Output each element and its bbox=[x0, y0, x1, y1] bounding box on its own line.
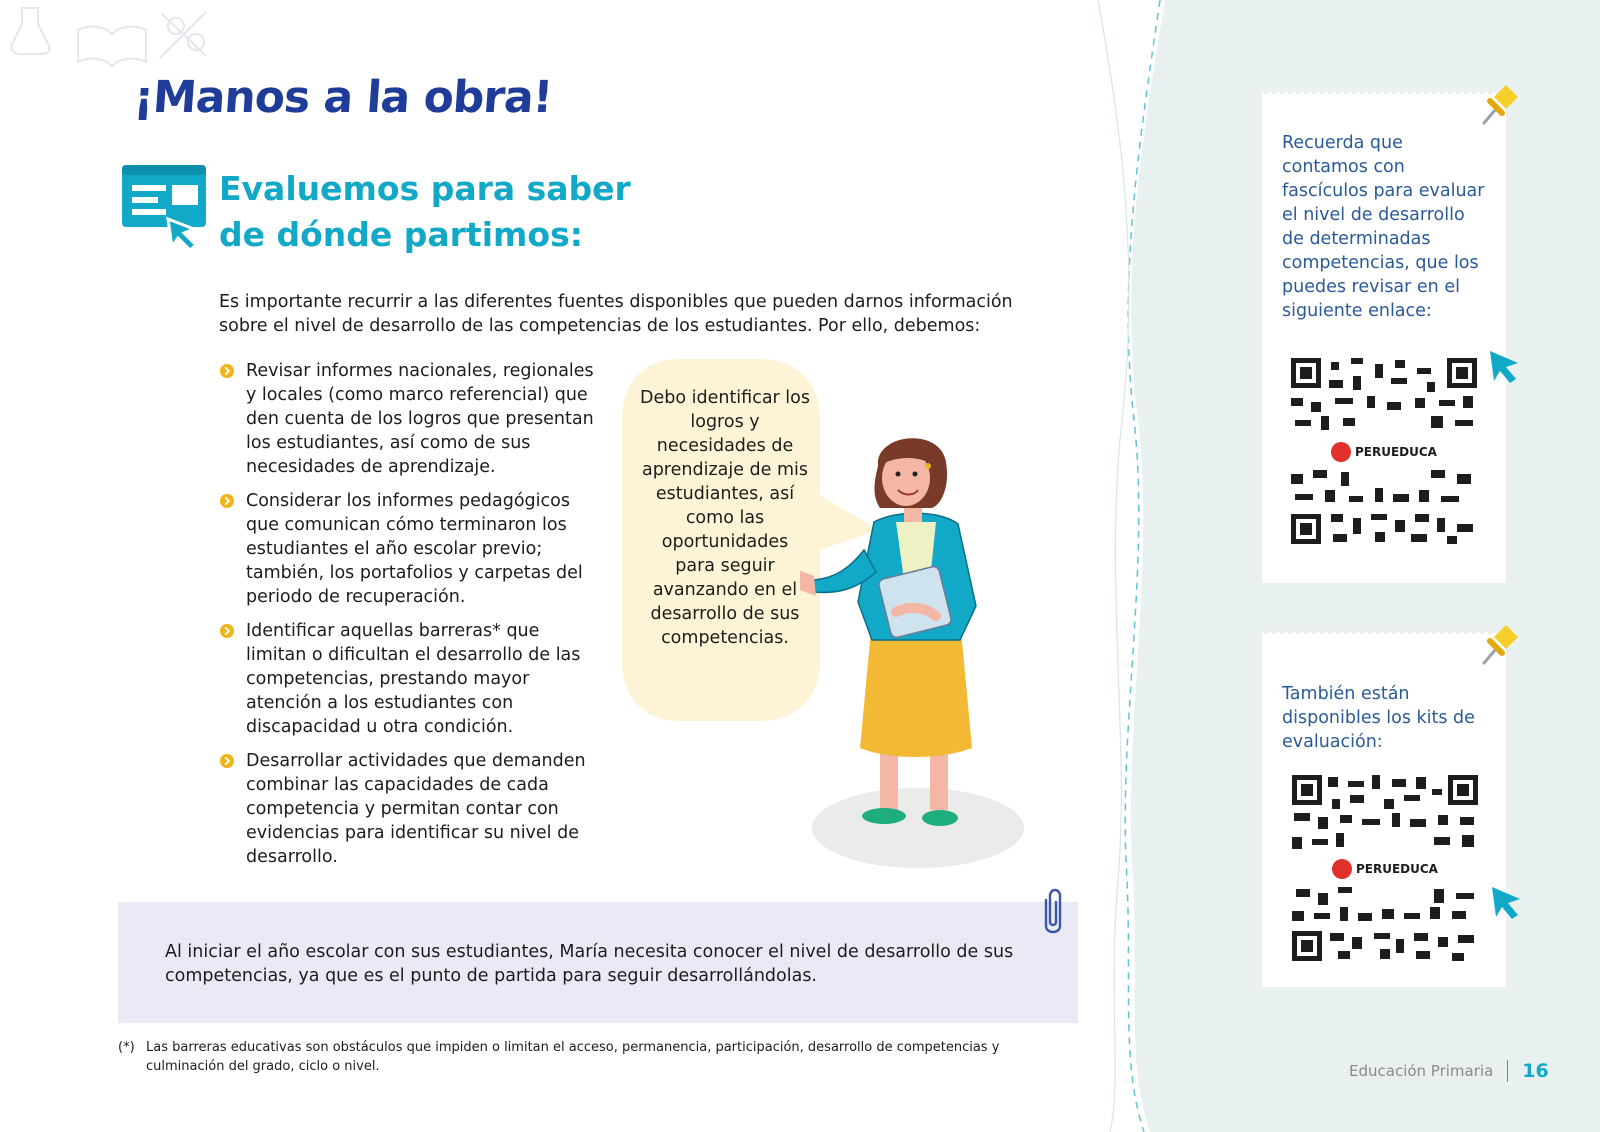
section-title-line1: Evaluemos para saber bbox=[219, 169, 631, 208]
chevron-bullet-icon bbox=[220, 624, 234, 638]
teacher-illustration bbox=[800, 430, 1040, 880]
speech-bubble-text: Debo identificar los logros y necesidades de aprendizaje de mis estudiantes, así como las oportunidades para seguir avanzando en el desarrollo de sus competencias. bbox=[640, 388, 810, 648]
section-title bbox=[219, 166, 739, 258]
chevron-bullet-icon bbox=[220, 754, 234, 768]
case-box bbox=[118, 902, 1078, 1023]
sidebar-card-kits bbox=[1262, 635, 1506, 987]
chevron-bullet-icon bbox=[220, 364, 234, 378]
bullet-text: Identificar aquellas barreras* que limitan o dificultan el desarrollo de las competencias, prestando mayor atención a los estudiantes con discapacidad u otra condición. bbox=[246, 621, 581, 737]
qr-badge bbox=[1328, 857, 1446, 881]
page-title: ¡Manos a la obra! bbox=[132, 72, 554, 123]
footer-label: Educación Primaria bbox=[1349, 1062, 1494, 1080]
qr-badge-label: PERUEDUCA bbox=[1356, 862, 1438, 876]
card2-text: También están disponibles los kits de evaluación: bbox=[1282, 684, 1475, 752]
case-text: Al iniciar el año escolar con sus estudiantes, María necesita conocer el nivel de desarrollo de sus competencias, ya que es el punto de partida para seguir desarrollándolas. bbox=[165, 942, 1014, 986]
bullet-list bbox=[219, 359, 604, 879]
footnote bbox=[118, 1038, 1038, 1076]
intro-paragraph: Es importante recurrir a las diferentes fuentes disponibles que pueden darnos información sobre el nivel de desarrollo de las competencias de los estudiantes. Por ello, debemos: bbox=[219, 292, 1013, 336]
torn-edge bbox=[1262, 91, 1506, 99]
pushpin-icon bbox=[1480, 623, 1520, 667]
section-title-line2: de dónde partimos: bbox=[219, 215, 583, 254]
footer-divider bbox=[1507, 1060, 1508, 1082]
peerueduca-logo-icon bbox=[1332, 859, 1352, 879]
torn-edge bbox=[1262, 631, 1506, 639]
list-item bbox=[219, 749, 604, 869]
footnote-marker: (*) bbox=[118, 1040, 135, 1055]
chevron-bullet-icon bbox=[220, 494, 234, 508]
cursor-arrow-icon bbox=[1488, 349, 1524, 385]
list-item bbox=[219, 359, 604, 479]
sidebar-card-fasciculos bbox=[1262, 95, 1506, 583]
qr-badge-label: PERUEDUCA bbox=[1355, 445, 1437, 459]
peerueduca-logo-icon bbox=[1331, 442, 1351, 462]
list-item bbox=[219, 489, 604, 609]
bullet-text: Revisar informes nacionales, regionales y locales (como marco referencial) que den cuenta de los logros que presentan los estudiantes, así como de sus necesidades de aprendizaje. bbox=[246, 361, 594, 477]
card1-text: Recuerda que contamos con fascículos para evaluar el nivel de desarrollo de determinadas competencias, que los puedes revisar en el siguiente enlace: bbox=[1282, 133, 1485, 321]
list-item bbox=[219, 619, 604, 739]
qr-code-icon[interactable] bbox=[1291, 358, 1477, 544]
pushpin-icon bbox=[1480, 83, 1520, 127]
page-footer bbox=[1349, 1060, 1549, 1082]
checklist-cursor-icon bbox=[120, 163, 208, 251]
footnote-text: Las barreras educativas son obstáculos que impiden o limitan el acceso, permanencia, participación, desarrollo de competencias y culminación del grado, ciclo o nivel. bbox=[146, 1040, 1000, 1074]
cursor-arrow-icon bbox=[1490, 885, 1526, 921]
paperclip-icon bbox=[1040, 886, 1066, 938]
bullet-text: Desarrollar actividades que demanden combinar las capacidades de cada competencia y permitan contar con evidencias para identificar su nivel de desarrollo. bbox=[246, 751, 586, 867]
bullet-text: Considerar los informes pedagógicos que comunican cómo terminaron los estudiantes el año escolar previo; también, los portafolios y carpetas del periodo de recuperación. bbox=[246, 491, 583, 607]
page-number: 16 bbox=[1522, 1060, 1549, 1082]
qr-code-icon[interactable] bbox=[1292, 775, 1478, 961]
qr-badge bbox=[1327, 440, 1445, 464]
